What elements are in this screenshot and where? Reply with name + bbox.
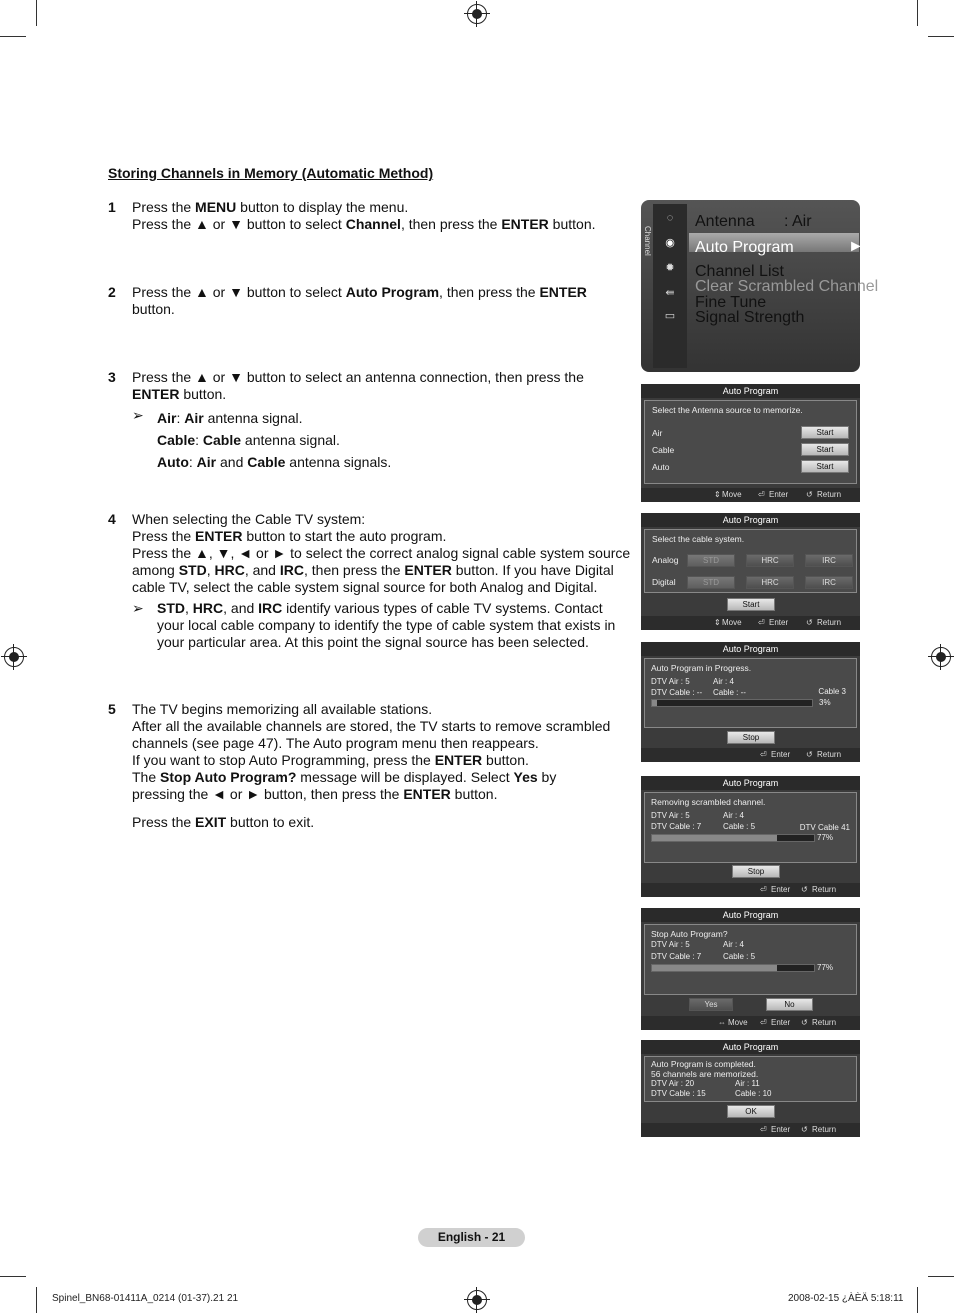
auto-program-completed-screen (641, 1040, 860, 1137)
return-icon: ↺ (806, 618, 813, 627)
screen-prompt: Select the cable system. (652, 534, 745, 544)
return-icon: ↺ (806, 490, 813, 499)
crop-mark (928, 1276, 954, 1277)
channels-memorized: 56 channels are memorized. (651, 1069, 759, 1079)
current-channel: DTV Cable 41 (799, 823, 850, 832)
footer-move: Move (728, 1018, 748, 1027)
dtv-cable-count: DTV Cable : 7 (651, 822, 702, 831)
footer-return: Return (812, 1125, 837, 1134)
crop-mark (917, 1287, 918, 1313)
row-auto-label: Auto (652, 462, 670, 472)
start-auto-button[interactable]: Start (801, 460, 849, 473)
crop-mark (36, 0, 37, 26)
auto-program-progress-screen (641, 642, 860, 762)
air-count: Air : 4 (713, 677, 734, 686)
screen-title: Auto Program (641, 1040, 860, 1054)
screen-footer (641, 748, 860, 762)
row-analog-label: Analog (652, 555, 679, 565)
crop-mark (0, 36, 26, 37)
crop-mark (0, 1276, 26, 1277)
registration-mark-icon (467, 4, 487, 24)
screen-title: Auto Program (641, 908, 860, 922)
screen-footer (641, 1016, 860, 1030)
menu-sidebar (653, 204, 687, 368)
row-air-label: Air (652, 428, 663, 438)
return-icon: ↺ (801, 1125, 808, 1134)
menu-item-signal-strength[interactable]: Signal Strength (695, 309, 805, 326)
auto-program-cable-system-screen (641, 513, 860, 630)
dtv-air-count: DTV Air : 5 (651, 677, 690, 686)
menu-antenna-value: : Air (784, 213, 812, 230)
screen-footer (641, 1123, 860, 1137)
progress-bar (651, 964, 815, 972)
screen-footer (641, 883, 860, 897)
screen-body (644, 1056, 857, 1102)
current-channel: Cable 3 (818, 687, 846, 696)
digital-hrc-option[interactable]: HRC (746, 576, 794, 589)
screen-prompt: Select the Antenna source to memorize. (652, 405, 803, 415)
step-3-note: Air: Air antenna signal. Cable: Cable antenna signal. Auto: Air and Cable antenna signals. (157, 410, 392, 470)
picture-icon: ◌ (666, 212, 674, 224)
footer-return: Return (812, 1018, 837, 1027)
step-5-text: The TV begins memorizing all available stations. After all the available channels are stored, the TV starts to remove scrambled channels (see page 47). The Auto program menu then reappears. If you want to stop Auto Programming, press the ENTER button. The Stop Auto Program? message will be displayed. Select Yes by pressing the ◄ or ► button, then press the ENTER button. (132, 701, 611, 802)
enter-icon: ⏎ (758, 618, 765, 627)
dtv-cable-count: DTV Cable : 7 (651, 952, 702, 961)
footer-enter: Enter (769, 618, 789, 627)
crop-mark (928, 36, 954, 37)
analog-irc-option[interactable]: IRC (805, 554, 853, 567)
application-icon: ▭ (664, 310, 676, 322)
dtv-air-count: DTV Air : 20 (651, 1079, 695, 1088)
return-icon: ↺ (801, 1018, 808, 1027)
menu-arrow-right-icon: ► (848, 238, 864, 255)
note-arrow-icon: ➢ (132, 407, 144, 423)
status-line: Stop Auto Program? (651, 929, 728, 939)
dtv-air-count: DTV Air : 5 (651, 940, 690, 949)
step-2-text: Press the ▲ or ▼ button to select Auto Program, then press the ENTER button. (132, 284, 587, 317)
menu-item-auto-program[interactable]: Auto Program (695, 239, 794, 256)
enter-icon: ⏎ (758, 490, 765, 499)
digital-std-option[interactable]: STD (687, 576, 735, 589)
air-count: Air : 11 (735, 1079, 760, 1088)
screen-title: Auto Program (641, 642, 860, 656)
exit-instruction: Press the EXIT button to exit. (132, 814, 315, 830)
air-count: Air : 4 (723, 940, 744, 949)
screen-title: Auto Program (641, 384, 860, 398)
air-count: Air : 4 (723, 811, 744, 820)
cable-count: Cable : 5 (723, 822, 756, 831)
progress-percent: 3% (819, 698, 831, 707)
return-icon: ↺ (801, 885, 808, 894)
no-button[interactable]: No (766, 998, 813, 1011)
menu-item-fine-tune[interactable]: Fine Tune (695, 294, 767, 311)
enter-icon: ⏎ (760, 750, 767, 759)
enter-icon: ⏎ (760, 1018, 767, 1027)
footer-move: Move (722, 618, 742, 627)
menu-item-clear-scrambled: Clear Scrambled Channel (695, 278, 879, 295)
auto-program-removing-screen (641, 776, 860, 897)
footer-enter: Enter (771, 1018, 791, 1027)
dtv-air-count: DTV Air : 5 (651, 811, 690, 820)
screen-body (644, 924, 857, 995)
enter-icon: ⏎ (760, 885, 767, 894)
footer-enter: Enter (769, 490, 789, 499)
screen-footer (641, 616, 860, 630)
note-arrow-icon: ➢ (132, 600, 144, 616)
step-4-note: STD, HRC, and IRC identify various types of cable TV systems. Contact your local cable company to identify the type of cable system that exists in your particular area. At this point the signal source has been selected. (157, 600, 616, 650)
section-heading: Storing Channels in Memory (Automatic Method) (108, 165, 434, 181)
step-1-text: Press the MENU button to display the menu. Press the ▲ or ▼ button to select Channel, then press the ENTER button. (132, 199, 596, 232)
footer-return: Return (812, 885, 837, 894)
dtv-cable-count: DTV Cable : -- (651, 688, 703, 697)
print-slug-left: Spinel_BN68-01411A_0214 (01-37).21 21 (52, 1293, 239, 1304)
stop-auto-program-screen (641, 908, 860, 1030)
status-line: Removing scrambled channel. (651, 797, 766, 807)
step-number: 2 (108, 284, 116, 300)
registration-mark-icon (4, 647, 24, 667)
auto-program-antenna-screen (641, 384, 860, 502)
print-slug-right: 2008-02-15 ¿ÀÈÄ 5:18:11 (788, 1293, 904, 1304)
crop-mark (36, 1287, 37, 1313)
channel-menu-screen (641, 200, 879, 372)
progress-bar (651, 834, 815, 842)
footer-enter: Enter (771, 750, 791, 759)
move-icon: ⇕ (714, 618, 721, 627)
screen-body (644, 400, 857, 484)
footer-move: Move (722, 490, 742, 499)
registration-mark-icon (931, 647, 951, 667)
digital-irc-option[interactable]: IRC (805, 576, 853, 589)
step-number: 5 (108, 701, 116, 717)
footer-return: Return (817, 750, 842, 759)
progress-bar (651, 699, 813, 707)
screen-body (644, 529, 857, 593)
ok-button[interactable]: OK (727, 1105, 775, 1118)
channel-icon: ◉ (665, 237, 675, 249)
step-4-text: When selecting the Cable TV system: Press the ENTER button to start the auto program. Press the ▲, ▼, ◄ or ► to select the correct analog signal cable system source among STD, HRC, and IRC, then press the ENTER button. If you have Digital cable TV, select the cable system signal source for both Analog and Digital. (132, 511, 631, 595)
analog-hrc-option[interactable]: HRC (746, 554, 794, 567)
registration-mark-icon (467, 1290, 487, 1310)
cable-count: Cable : 5 (723, 952, 756, 961)
screen-title: Auto Program (641, 513, 860, 527)
row-cable-label: Cable (652, 445, 675, 455)
cable-count: Cable : -- (713, 688, 746, 697)
screen-footer (641, 488, 860, 502)
footer-return: Return (817, 618, 842, 627)
enter-icon: ⏎ (760, 1125, 767, 1134)
status-line: Auto Program in Progress. (651, 663, 752, 673)
analog-std-option[interactable]: STD (687, 554, 735, 567)
move-icon: ⇕ (714, 490, 721, 499)
footer-enter: Enter (771, 885, 791, 894)
crop-mark (917, 0, 918, 26)
start-air-button[interactable]: Start (801, 426, 849, 439)
step-number: 1 (108, 199, 116, 215)
footer-enter: Enter (771, 1125, 791, 1134)
step-3-text: Press the ▲ or ▼ button to select an antenna connection, then press the ENTER button. (132, 369, 584, 402)
setup-gear-icon: ✹ (665, 262, 675, 274)
page-number-label: English - 21 (418, 1228, 525, 1247)
move-lr-icon: ⇔ (718, 1018, 726, 1027)
dtv-cable-count: DTV Cable : 15 (651, 1089, 706, 1098)
menu-item-antenna[interactable]: Antenna (695, 213, 755, 230)
screen-body (644, 792, 857, 863)
menu-item-channel-list[interactable]: Channel List (695, 263, 784, 280)
input-icon: ⇚ (665, 287, 675, 299)
progress-percent: 77% (817, 833, 834, 842)
stop-button[interactable]: Stop (727, 731, 775, 744)
progress-percent: 77% (817, 963, 834, 972)
step-number: 4 (108, 511, 116, 527)
yes-button[interactable]: Yes (689, 998, 733, 1011)
return-icon: ↺ (806, 750, 813, 759)
start-button[interactable]: Start (727, 598, 775, 611)
start-cable-button[interactable]: Start (801, 443, 849, 456)
footer-return: Return (817, 490, 842, 499)
screen-title: Auto Program (641, 776, 860, 790)
status-line: Auto Program is completed. (651, 1059, 756, 1069)
menu-side-label: Channel (643, 226, 652, 256)
step-number: 3 (108, 369, 116, 385)
screen-body (644, 658, 857, 728)
row-digital-label: Digital (652, 577, 676, 587)
stop-button[interactable]: Stop (732, 865, 780, 878)
cable-count: Cable : 10 (735, 1089, 772, 1098)
